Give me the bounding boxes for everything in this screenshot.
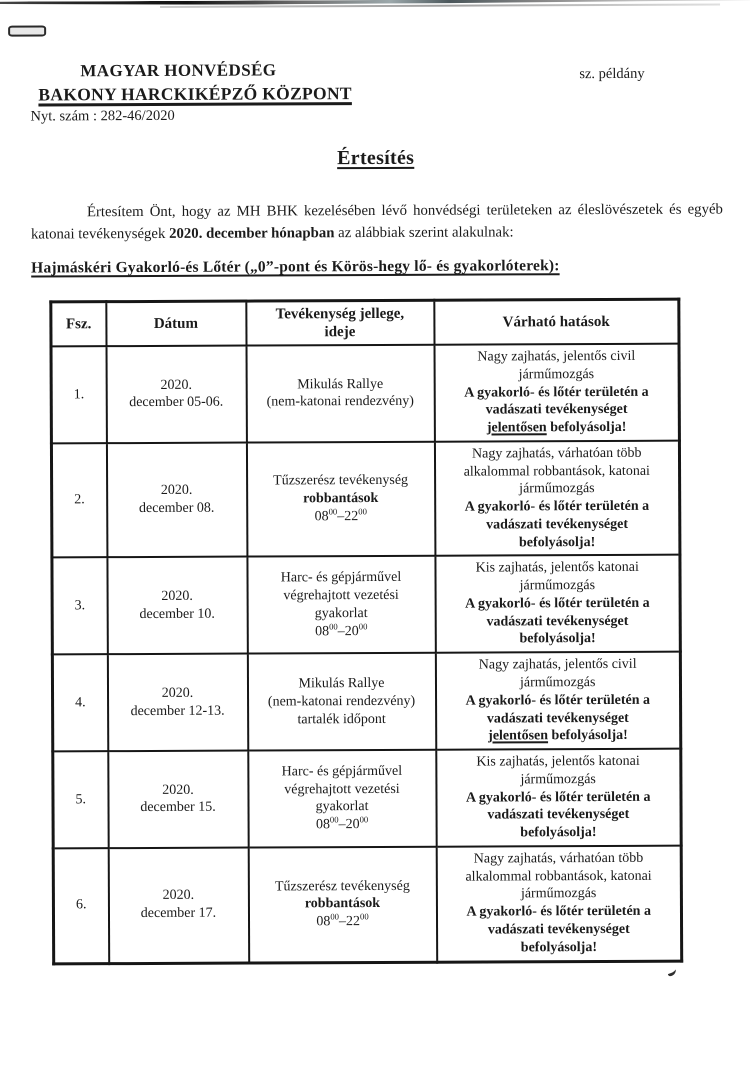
cell-text-line: vadászati tevékenységet	[486, 710, 629, 727]
row-number-cell: 5.	[53, 751, 108, 848]
cell-text-line: Mikulás Rallye	[298, 675, 385, 692]
cell-text-line: $08^{00}-20^{00}$	[315, 814, 369, 833]
cell-text-line: Nagy zajhatás, jelentős civil	[477, 348, 636, 365]
cell-text-line: Tevékenység jellege,	[275, 305, 405, 323]
cell-text-line: Várható hatások	[502, 313, 610, 331]
cell-text-line: befolyásolja!	[519, 631, 596, 647]
cell-text-line: 2020.	[161, 685, 194, 701]
schedule-table	[49, 298, 683, 965]
cell-text-line: (nem-katonai rendezvény)	[267, 693, 416, 710]
row-number-cell: 6.	[53, 848, 109, 963]
cell-text-line: vadászati tevékenységet	[487, 921, 630, 938]
staple-mark	[8, 25, 46, 36]
section-heading: Hajmáskéri Gyakorló-és Lőtér („0”-pont és Körös-hegy lő- és gyakorlóterek):	[31, 257, 560, 277]
org-name-line2: BAKONY HARCKIKÉPZŐ KÖZPONT	[38, 83, 352, 105]
copy-number-label: sz. példány	[579, 65, 645, 83]
cell-text-line: A gyakorló- és lőtér területén a	[465, 789, 651, 806]
activity-cell	[246, 442, 434, 557]
date-cell	[106, 442, 246, 557]
cell-text-line: befolyásolja!	[520, 825, 597, 841]
table-row	[51, 441, 679, 558]
cell-text-line: járműmozgás	[518, 366, 595, 383]
cell-text-line: Tűzszerész tevékenység	[273, 473, 409, 489]
cell-text-line: jelentősen befolyásolja!	[486, 419, 627, 436]
cell-text-line: robbantások	[304, 896, 381, 912]
cell-text-line: járműmozgás	[519, 675, 596, 691]
cell-text-line: Harc- és gépjárművel	[280, 570, 402, 586]
row-number-cell: 4.	[52, 654, 107, 751]
cell-text-line: 2020.	[161, 588, 193, 605]
cell-text-line: vadászati tevékenységet	[485, 402, 628, 418]
effects-cell	[435, 555, 680, 653]
cell-text-line: alkalommal robbantások, katonai	[465, 868, 652, 885]
table-row	[52, 555, 680, 655]
cell-text-line: befolyásolja!	[520, 939, 598, 956]
cell-text-line: végrehajtott vezetési	[283, 587, 399, 604]
date-cell	[107, 557, 247, 654]
cell-text-line: 2020.	[162, 888, 195, 904]
cell-text-line: Kis zajhatás, jelentős katonai	[475, 560, 639, 576]
cell-text-line: (nem-katonai rendezvény)	[266, 394, 414, 410]
activity-cell	[248, 847, 437, 963]
cell-text-line: Nagy zajhatás, jelentős civil	[478, 657, 637, 673]
cell-text-line: A gyakorló- és lőtér területén a	[464, 498, 650, 515]
cell-text-line: tartalék időpont	[297, 711, 386, 727]
cell-text-line: A gyakorló- és lőtér területén a	[464, 384, 649, 401]
activity-cell	[248, 750, 436, 848]
cell-text-line: járműmozgás	[520, 886, 597, 902]
cell-text-line: vadászati tevékenységet	[487, 807, 630, 823]
cell-text-line: végrehajtott vezetési	[284, 781, 400, 798]
cell-text-line: december 10.	[139, 606, 215, 622]
table-row	[53, 846, 681, 964]
org-name-line1: MAGYAR HONVÉDSÉG	[80, 60, 277, 81]
cell-text-line: gyakorlat	[314, 605, 368, 622]
column-header	[434, 299, 679, 345]
table-body	[51, 344, 682, 964]
row-number-cell: 2.	[51, 443, 106, 558]
cell-text-line: 2020.	[160, 377, 192, 393]
cell-text-line: december 17.	[140, 905, 217, 922]
effects-cell	[435, 652, 680, 750]
activity-cell	[247, 556, 435, 654]
intro-paragraph	[31, 198, 723, 246]
cell-text-line: járműmozgás	[519, 481, 595, 497]
cell-text-line: befolyásolja!	[518, 534, 596, 551]
table-row	[52, 652, 680, 752]
cell-text-line: Dátum	[153, 315, 199, 332]
table-row	[53, 749, 681, 849]
effects-cell	[434, 344, 679, 442]
table-row	[51, 344, 679, 444]
effects-cell	[434, 441, 679, 557]
cell-text-line: vadászati tevékenységet	[486, 613, 629, 630]
cell-text-line: járműmozgás	[519, 578, 596, 594]
cell-text-line: Tűzszerész tevékenység	[274, 878, 410, 894]
cell-text-line: 2020.	[162, 782, 194, 798]
schedule-table-wrap	[49, 298, 683, 965]
activity-cell	[246, 345, 434, 443]
cell-text-line: $08^{00}-22^{00}$	[316, 911, 369, 930]
cell-text-line: gyakorlat	[315, 799, 369, 815]
cell-text-line: december 08.	[138, 500, 215, 517]
column-header	[106, 301, 246, 346]
cell-text-line: Kis zajhatás, jelentős katonai	[476, 753, 640, 770]
column-header	[51, 302, 106, 347]
cell-text-line: ideje	[324, 324, 356, 341]
column-header	[246, 300, 434, 345]
cell-text-line: alkalommal robbantások, katonai	[463, 463, 650, 480]
row-number-cell: 3.	[52, 558, 107, 655]
intro-part3: az alábbiak szerint alakulnak:	[334, 224, 514, 242]
cell-text-line: $08^{00}-22^{00}$	[314, 506, 367, 525]
cell-text-line: A gyakorló- és lőtér területén a	[465, 595, 650, 612]
cell-text-line: A gyakorló- és lőtér területén a	[465, 692, 651, 709]
cell-text-line: robbantások	[303, 491, 379, 507]
activity-cell	[247, 653, 435, 751]
cell-text-line: vadászati tevékenységet	[486, 516, 629, 533]
document-title: Értesítés	[337, 146, 415, 170]
cell-text-line: Nagy zajhatás, várhatóan több	[473, 850, 644, 867]
cell-text-line: Fsz.	[65, 316, 92, 333]
cell-text-line: jelentősen befolyásolja!	[488, 728, 628, 744]
cell-text-line: december 12-13.	[130, 703, 225, 719]
date-cell	[106, 346, 246, 443]
cell-text-line: 2020.	[160, 483, 193, 499]
cell-text-line: A gyakorló- és lőtér területén a	[466, 904, 651, 920]
date-cell	[108, 847, 249, 963]
row-number-cell: 1.	[51, 346, 106, 443]
table-header-row	[51, 299, 679, 346]
registry-number: Nyt. szám : 282-46/2020	[30, 107, 175, 125]
cell-text-line: december 05-06.	[129, 395, 224, 411]
date-cell	[107, 654, 247, 751]
effects-cell	[436, 749, 681, 847]
cell-text-line: Nagy zajhatás, várhatóan több	[471, 445, 642, 462]
cell-text-line: Mikulás Rallye	[297, 376, 384, 392]
effects-cell	[436, 846, 681, 962]
cell-text-line: Harc- és gépjárművel	[281, 763, 403, 780]
date-cell	[108, 751, 248, 848]
intro-part1: Értesítem Önt, hogy az MH BHK kezelésében lévő honvédségi területeken az éleslövészetek és egyéb katonai tevékenységek	[30, 201, 723, 243]
intro-bold-month: 2020. december hónapban	[169, 225, 335, 243]
cell-text-line: járműmozgás	[520, 771, 596, 788]
cell-text-line: december 15.	[140, 800, 216, 816]
pen-mark	[666, 967, 677, 977]
cell-text-line: $08^{00}-20^{00}$	[315, 620, 368, 639]
